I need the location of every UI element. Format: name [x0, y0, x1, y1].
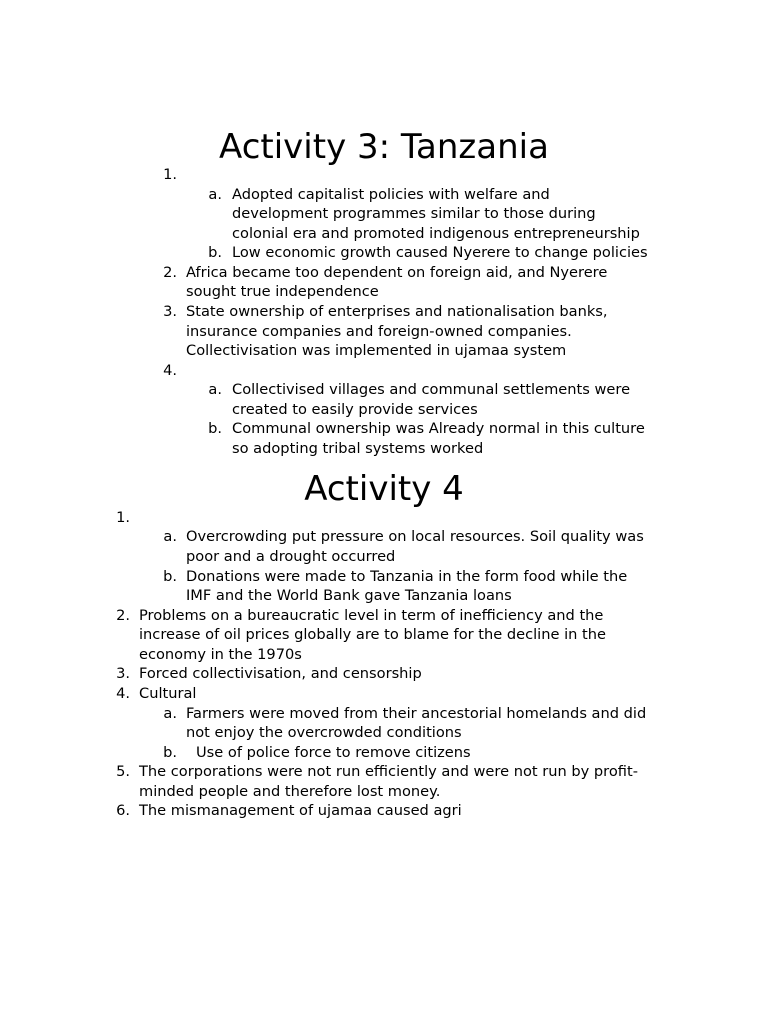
list-text: Collectivisation was implemented in ujamaa system — [186, 342, 567, 359]
list-text: Communal ownership was Already normal in this culture — [232, 420, 645, 437]
list-text: sought true independence — [186, 283, 379, 300]
list-marker: 5. — [116, 763, 130, 780]
list-marker: b. — [208, 244, 222, 261]
list-text: State ownership of enterprises and nationalisation banks, — [186, 303, 608, 320]
list-text: created to easily provide services — [232, 401, 478, 418]
list-text: The mismanagement of ujamaa caused agri — [139, 802, 462, 819]
list-text: Problems on a bureaucratic level in term of inefficiency and the — [139, 607, 604, 624]
list-text: IMF and the World Bank gave Tanzania loans — [186, 587, 512, 604]
list-text: Cultural — [139, 685, 197, 702]
list-marker: a. — [208, 186, 222, 203]
list-text: so adopting tribal systems worked — [232, 440, 484, 457]
list-text: economy in the 1970s — [139, 646, 302, 663]
list-marker: 6. — [116, 802, 130, 819]
list-marker: a. — [208, 381, 222, 398]
list-text: Use of police force to remove citizens — [196, 744, 471, 761]
list-text: The corporations were not run efficiently and were not run by profit- — [139, 763, 638, 780]
activity-4-title: Activity 4 — [304, 469, 464, 509]
list-text: colonial era and promoted indigenous entrepreneurship — [232, 225, 640, 242]
list-text: Low economic growth caused Nyerere to change policies — [232, 244, 648, 261]
list-marker: 3. — [116, 665, 130, 682]
list-marker: 4. — [116, 685, 130, 702]
list-text: not enjoy the overcrowded conditions — [186, 724, 462, 741]
list-text: insurance companies and foreign-owned companies. — [186, 323, 572, 340]
list-text: Forced collectivisation, and censorship — [139, 665, 422, 682]
list-text: Donations were made to Tanzania in the form food while the — [186, 568, 628, 585]
list-marker: a. — [163, 705, 177, 722]
list-text: Adopted capitalist policies with welfare and — [232, 186, 550, 203]
list-text: Farmers were moved from their ancestorial homelands and did — [186, 705, 647, 722]
list-text: minded people and therefore lost money. — [139, 783, 441, 800]
list-marker: b. — [163, 744, 177, 761]
list-marker: 1. — [163, 166, 177, 183]
list-text: Africa became too dependent on foreign aid, and Nyerere — [186, 264, 608, 281]
list-text: development programmes similar to those during — [232, 205, 596, 222]
activity-3-title: Activity 3: Tanzania — [219, 127, 549, 167]
list-text: poor and a drought occurred — [186, 548, 396, 565]
list-marker: 2. — [116, 607, 130, 624]
list-marker: 3. — [163, 303, 177, 320]
list-marker: b. — [208, 420, 222, 437]
list-marker: 4. — [163, 362, 177, 379]
list-text: Collectivised villages and communal settlements were — [232, 381, 631, 398]
list-marker: a. — [163, 528, 177, 545]
list-text: increase of oil prices globally are to blame for the decline in the — [139, 626, 606, 643]
list-marker: 1. — [116, 509, 130, 526]
list-marker: b. — [163, 568, 177, 585]
list-text: Overcrowding put pressure on local resources. Soil quality was — [186, 528, 644, 545]
list-marker: 2. — [163, 264, 177, 281]
